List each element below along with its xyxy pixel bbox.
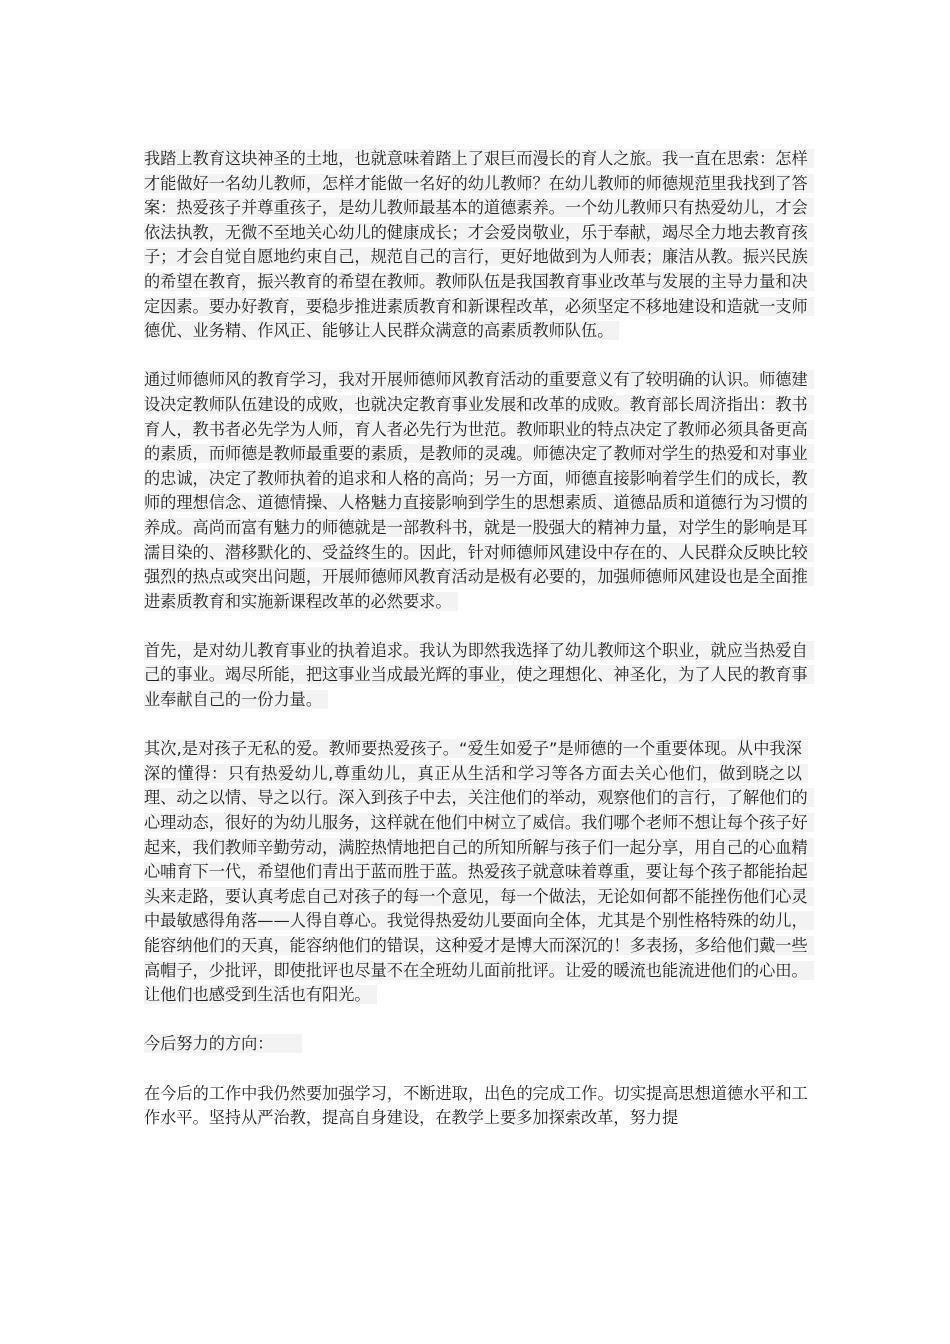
document-body [144,147,808,1155]
paragraph-2 [144,368,808,614]
paragraph-1 [144,147,808,344]
paragraph-4-text: 其次,是对孩子无私的爱。教师要热爱孩子。“爱生如爱子”是师德的一个重要体现。从中我深深的懂得：只有热爱幼儿,尊重幼儿，真正从生活和学习等各方面去关心他们，做到晓之以理、动之以情、导之以行。深入到孩子中去，关注他们的举动，观察他们的言行，了解他们的心理动态，很好的为幼儿服务，这样就在他们中树立了威信。我们哪个老师不想让每个孩子好起来，我们教师辛勤劳动，满腔热情地把自己的所知所解与孩子们一起分享，用自己的心血精心哺育下一代，希望他们青出于蓝而胜于蓝。热爱孩子就意味着尊重，要让每个孩子都能抬起头来走路，要认真考虑自己对孩子的每一个意见，每一个做法，无论如何都不能挫伤他们心灵中最敏感得角落——人得自尊心。我觉得热爱幼儿要面向全体，尤其是个别性格特殊的幼儿，能容纳他们的天真，能容纳他们的错误，这种爱才是博大而深沉的！多表扬，多给他们戴一些高帽子，少批评，即使批评也尽量不在全班幼儿面前批评。让爱的暖流也能流进他们的心田。让他们也感受到生活也有阳光。 [144,739,814,1004]
section-heading [144,1032,808,1057]
paragraph-5-text: 在今后的工作中我仍然要加强学习，不断进取，出色的完成工作。切实提高思想道德水平和工作水平。坚持从严治教，提高自身建设，在教学上要多加探索改革，努力提 [144,1083,808,1128]
section-heading-text: 今后努力的方向： [144,1034,302,1053]
paragraph-3-text: 首先，是对幼儿教育事业的执着追求。我认为即然我选择了幼儿教师这个职业，就应当热爱自己的事业。竭尽所能，把这事业当成最光辉的事业，使之理想化、神圣化，为了人民的教育事业奉献自己的一份力量。 [144,641,814,709]
paragraph-2-text: 通过师德师风的教育学习，我对开展师德师风教育活动的重要意义有了较明确的认识。师德建设决定教师队伍建设的成败，也就决定教育事业发展和改革的成败。教育部长周济指出：教书育人，教书者必先学为人师，育人者必先行为世范。教师职业的特点决定了教师必须具备更高的素质，而师德是教师最重要的素质，是教师的灵魂。师德决定了教师对学生的热爱和对事业的忠诚，决定了教师执着的追求和人格的高尚；另一方面，师德直接影响着学生们的成长，教师的理想信念、道德情操、人格魅力直接影响到学生的思想素质、道德品质和道德行为习惯的养成。高尚而富有魅力的师德就是一部教科书，就是一股强大的精神力量，对学生的影响是耳濡目染的、潜移默化的、受益终生的。因此，针对师德师风建设中存在的、人民群众反映比较强烈的热点或突出问题，开展师德师风教育活动是极有必要的，加强师德师风建设也是全面推进素质教育和实施新课程改革的必然要求。 [144,370,814,610]
paragraph-4 [144,737,808,1008]
paragraph-5 [144,1082,808,1131]
paragraph-3 [144,639,808,713]
paragraph-1-text: 我踏上教育这块神圣的土地，也就意味着踏上了艰巨而漫长的育人之旅。我一直在思索：怎样才能做好一名幼儿教师，怎样才能做一名好的幼儿教师？在幼儿教师的师德规范里我找到了答案：热爱孩子并尊重孩子，是幼儿教师最基本的道德素养。一个幼儿教师只有热爱幼儿，才会依法执教，无微不至地关心幼儿的健康成长；才会爱岗敬业，乐于奉献，竭尽全力地去教育孩子；才会自觉自愿地约束自己，规范自己的言行，更好地做到为人师表；廉洁从教。振兴民族的希望在教育，振兴教育的希望在教师。教师队伍是我国教育事业改革与发展的主导力量和决定因素。要办好教育，要稳步推进素质教育和新课程改革，必须坚定不移地建设和造就一支师德优、业务精、作风正、能够让人民群众满意的高素质教师队伍。 [144,149,814,340]
